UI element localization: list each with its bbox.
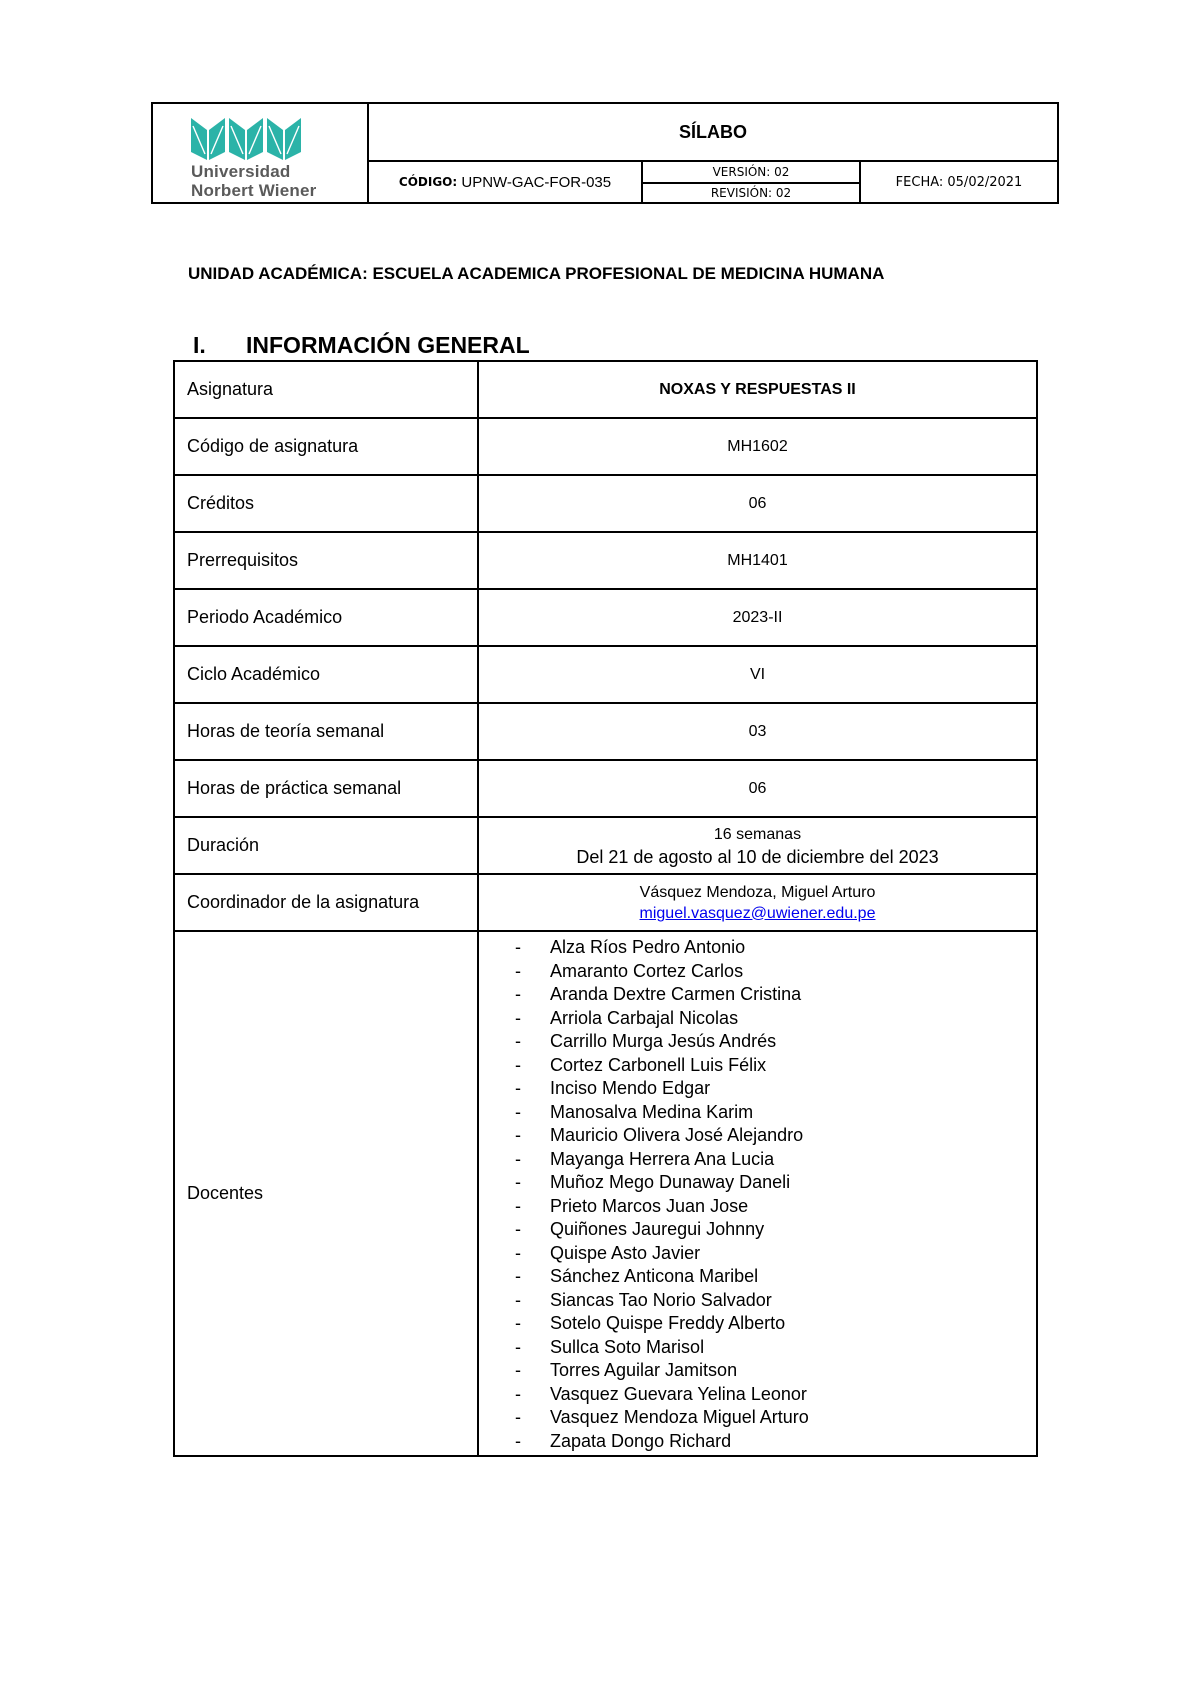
teacher-list-item (479, 1430, 1036, 1454)
coordinator-value (478, 874, 1037, 931)
teacher-list-item (479, 1195, 1036, 1219)
teacher-name: Amaranto Cortez Carlos (550, 960, 744, 981)
row-label: Periodo Académico (174, 589, 478, 646)
row-label: Prerrequisitos (174, 532, 478, 589)
teacher-name: Zapata Dongo Richard (550, 1430, 732, 1451)
theory-hours-value: 03 (478, 703, 1037, 760)
section-number: I. (193, 332, 206, 358)
table-row (174, 817, 1037, 874)
coordinator-name: Vásquez Mendoza, Miguel Arturo (639, 883, 876, 901)
university-logo-icon (191, 116, 301, 160)
university-name (191, 162, 316, 200)
course-name: NOXAS Y RESPUESTAS II (478, 361, 1037, 418)
teacher-list-item (479, 1124, 1036, 1148)
section-title: INFORMACIÓN GENERAL (246, 332, 530, 358)
teacher-name: Torres Aguilar Jamitson (550, 1360, 738, 1380)
teacher-name: Prieto Marcos Juan Jose (550, 1195, 749, 1216)
teacher-name: Sotelo Quispe Freddy Alberto (550, 1313, 786, 1333)
teachers-cell (478, 931, 1037, 1456)
table-row (174, 703, 1037, 760)
teacher-list-item (479, 1007, 1036, 1031)
row-label: Ciclo Académico (174, 646, 478, 703)
teacher-list-item (479, 936, 1036, 960)
teacher-list-item (479, 1148, 1036, 1172)
course-code: MH1602 (478, 418, 1037, 475)
teacher-list-item (479, 1383, 1036, 1407)
row-label: Horas de teoría semanal (174, 703, 478, 760)
duration-weeks: 16 semanas (713, 825, 802, 843)
teacher-list-item (479, 1077, 1036, 1101)
table-row (174, 874, 1037, 931)
teacher-name: Vasquez Guevara Yelina Leonor (550, 1383, 807, 1404)
teacher-list-item (479, 1054, 1036, 1078)
teacher-name: Alza Ríos Pedro Antonio (550, 937, 746, 957)
teacher-list-item (479, 1406, 1036, 1430)
row-label: Código de asignatura (174, 418, 478, 475)
teacher-name: Aranda Dextre Carmen Cristina (550, 984, 802, 1004)
teacher-list-item (479, 1101, 1036, 1125)
university-name-line2: Norbert Wiener (191, 181, 317, 200)
duration-value (478, 817, 1037, 874)
teacher-name: Siancas Tao Norio Salvador (550, 1289, 772, 1310)
table-row (174, 475, 1037, 532)
code-label: CÓDIGO: (398, 175, 458, 189)
code-value: UPNW-GAC-FOR-035 (461, 173, 612, 191)
teacher-name: Arriola Carbajal Nicolas (550, 1007, 739, 1028)
teacher-name: Carrillo Murga Jesús Andrés (550, 1031, 777, 1051)
section-heading (193, 332, 530, 359)
document-header (151, 102, 1059, 204)
duration-range: Del 21 de agosto al 10 de diciembre del 2023 (576, 846, 939, 867)
teacher-name: Cortez Carbonell Luis Félix (550, 1054, 767, 1075)
table-row (174, 589, 1037, 646)
table-row (174, 760, 1037, 817)
teacher-name: Sullca Soto Marisol (550, 1336, 705, 1357)
row-label: Créditos (174, 475, 478, 532)
row-label: Coordinador de la asignatura (174, 874, 478, 931)
teacher-list-item (479, 1242, 1036, 1266)
teacher-list-item (479, 1265, 1036, 1289)
teacher-name: Inciso Mendo Edgar (550, 1078, 711, 1098)
row-label: Duración (174, 817, 478, 874)
prerequisites-value: MH1401 (478, 532, 1037, 589)
academic-cycle-value: VI (478, 646, 1037, 703)
teacher-list-item (479, 1359, 1036, 1383)
academic-unit: UNIDAD ACADÉMICA: ESCUELA ACADEMICA PROFESIONAL DE MEDICINA HUMANA (188, 264, 885, 283)
credits-value: 06 (478, 475, 1037, 532)
document-revision: REVISIÓN: 02 (643, 184, 861, 202)
teacher-list-item (479, 1171, 1036, 1195)
teacher-list-item (479, 960, 1036, 984)
document-date: FECHA: 05/02/2021 (895, 174, 1023, 190)
table-row (174, 361, 1037, 418)
table-row (174, 532, 1037, 589)
row-label: Asignatura (174, 361, 478, 418)
table-row (174, 418, 1037, 475)
table-row (174, 646, 1037, 703)
teachers-list (479, 932, 1036, 1455)
teacher-name: Quispe Asto Javier (550, 1242, 701, 1263)
document-code (369, 162, 643, 202)
teacher-name: Vasquez Mendoza Miguel Arturo (550, 1407, 809, 1427)
teacher-list-item (479, 983, 1036, 1007)
row-label: Docentes (174, 931, 478, 1456)
teacher-name: Mayanga Herrera Ana Lucia (550, 1148, 775, 1169)
teacher-list-item (479, 1312, 1036, 1336)
teacher-name: Manosalva Medina Karim (550, 1101, 754, 1122)
general-info-table (173, 360, 1038, 1457)
teacher-list-item (479, 1336, 1036, 1360)
table-row (174, 931, 1037, 1456)
teacher-list-item (479, 1030, 1036, 1054)
row-label: Horas de práctica semanal (174, 760, 478, 817)
university-name-line1: Universidad (191, 162, 291, 181)
teacher-name: Sánchez Anticona Maribel (550, 1266, 759, 1286)
teacher-name: Mauricio Olivera José Alejandro (550, 1125, 804, 1145)
teacher-list-item (479, 1218, 1036, 1242)
logo-cell (153, 104, 369, 202)
document-title: SÍLABO (369, 104, 1057, 162)
coordinator-email-link[interactable]: miguel.vasquez@uwiener.edu.pe (639, 904, 876, 922)
practice-hours-value: 06 (478, 760, 1037, 817)
teacher-name: Quiñones Jauregui Johnny (550, 1219, 765, 1239)
academic-period-value: 2023-II (478, 589, 1037, 646)
document-version: VERSIÓN: 02 (643, 162, 861, 184)
teacher-name: Muñoz Mego Dunaway Daneli (550, 1172, 791, 1192)
teacher-list-item (479, 1289, 1036, 1313)
